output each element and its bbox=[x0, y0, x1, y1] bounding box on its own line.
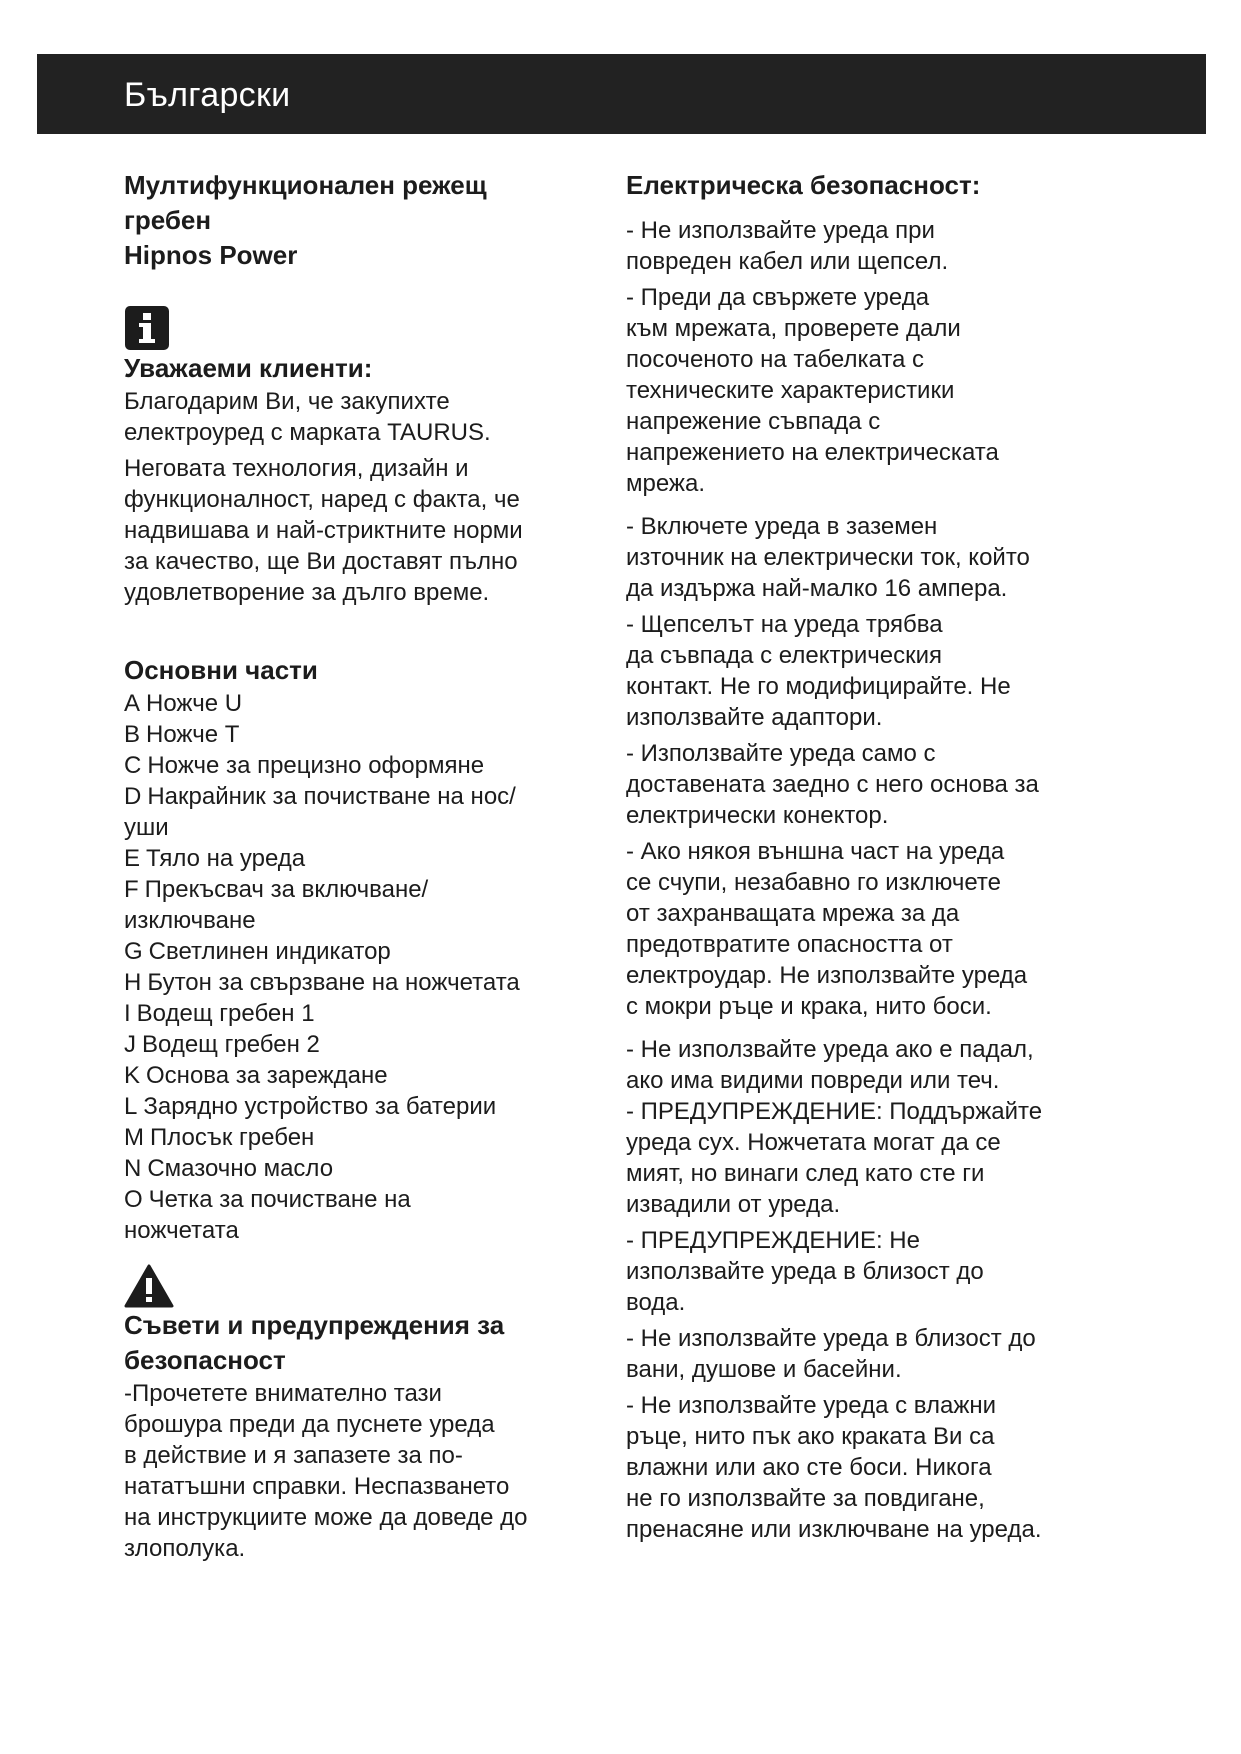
intro-line: за качество, ще Ви доставят пълно bbox=[124, 548, 518, 575]
part-item: N Смазочно масло bbox=[124, 1155, 334, 1182]
safety-item: - Щепселът на уреда трябва да съвпада с електрическия контакт. Не го модифицирайте. Не използвайте адаптори. bbox=[626, 611, 1011, 731]
safety-line: злополука. bbox=[124, 1535, 246, 1562]
part-item: E Тяло на уреда bbox=[124, 845, 306, 872]
part-item: C Ножче за прецизно оформяне bbox=[124, 752, 485, 779]
language-header-bar bbox=[37, 54, 1206, 134]
intro-line: функционалност, наред с факта, че bbox=[124, 486, 520, 513]
part-item-continued: ножчетата bbox=[124, 1217, 239, 1244]
safety-line: в действие и я запазете за по- bbox=[124, 1442, 463, 1469]
part-item: J Водещ гребен 2 bbox=[124, 1031, 320, 1058]
part-item: H Бутон за свързване на ножчетата bbox=[124, 969, 520, 996]
greeting-line: Благодарим Ви, че закупихте bbox=[124, 388, 450, 415]
left-column bbox=[124, 168, 564, 1564]
part-item: F Прекъсвач за включване/ bbox=[124, 876, 429, 903]
product-title-line: Hipnos Power bbox=[124, 240, 298, 270]
electrical-safety-heading: Електрическа безопасност: bbox=[626, 170, 981, 200]
part-item-continued: уши bbox=[124, 814, 169, 841]
safety-item: - Не използвайте уреда в близост до вани, душове и басейни. bbox=[626, 1325, 1036, 1383]
part-item: L Зарядно устройство за батерии bbox=[124, 1093, 497, 1120]
safety-line: нататъшни справки. Неспазването bbox=[124, 1473, 510, 1500]
safety-line: -Прочетете внимателно тази bbox=[124, 1380, 442, 1407]
greeting-line: електроуред с марката TAURUS. bbox=[124, 419, 491, 446]
part-item: I Водещ гребен 1 bbox=[124, 1000, 315, 1027]
language-title: Български bbox=[124, 76, 291, 114]
parts-heading: Основни части bbox=[124, 655, 318, 685]
safety-item: - Преди да свържете уреда към мрежата, проверете дали посоченото на табелката с техническите характеристики напрежение съвпада с напрежението на електрическата мрежа. bbox=[626, 284, 999, 497]
intro-line: Неговата технология, дизайн и bbox=[124, 455, 469, 482]
info-icon bbox=[124, 305, 170, 351]
product-title-line: гребен bbox=[124, 205, 212, 235]
part-item: D Накрайник за почистване на нос/ bbox=[124, 783, 516, 810]
part-item: K Основа за зареждане bbox=[124, 1062, 388, 1089]
safety-item: - ПРЕДУПРЕЖДЕНИЕ: Не използвайте уреда в близост до вода. bbox=[626, 1227, 984, 1316]
safety-item: - Използвайте уреда само с доставената заедно с него основа за електрически конектор. bbox=[626, 740, 1039, 829]
safety-item: - Не използвайте уреда с влажни ръце, нито пък ако краката Ви са влажни или ако сте боси. Никога не го използвайте за повдигане, пренасяне или изключване на уреда. bbox=[626, 1392, 1042, 1543]
safety-item: - Ако някоя външна част на уреда се счупи, незабавно го изключете от захранващата мрежа за да предотвратите опасността от електроудар. Не използвайте уреда с мокри ръце и крака, нито боси. bbox=[626, 838, 1028, 1020]
parts-list bbox=[124, 688, 564, 1246]
part-item: O Четка за почистване на bbox=[124, 1186, 411, 1213]
part-item: B Ножче T bbox=[124, 721, 240, 748]
intro-line: удовлетворение за дълго време. bbox=[124, 579, 490, 606]
safety-line: на инструкциите може да доведе до bbox=[124, 1504, 528, 1531]
safety-heading: Съвети и предупреждения за bbox=[124, 1310, 505, 1340]
safety-item: - Включете уреда в заземен източник на електрически ток, който да издържа най-малко 16 ампера. bbox=[626, 513, 1030, 602]
part-item-continued: изключване bbox=[124, 907, 256, 934]
safety-item: - Не използвайте уреда ако е падал, ако има видими повреди или теч. bbox=[626, 1036, 1034, 1094]
warning-icon bbox=[124, 1264, 174, 1308]
safety-heading: безопасност bbox=[124, 1345, 286, 1375]
safety-item: - ПРЕДУПРЕЖДЕНИЕ: Поддържайте уреда сух. Ножчетата могат да се мият, но винаги след като сте ги извадили от уреда. bbox=[626, 1098, 1043, 1218]
greeting-heading: Уважаеми клиенти: bbox=[124, 353, 373, 383]
safety-item: - Не използвайте уреда при повреден кабел или щепсел. bbox=[626, 217, 949, 275]
product-title-line: Мултифункционален режещ bbox=[124, 170, 487, 200]
intro-line: надвишава и най-стриктните норми bbox=[124, 517, 523, 544]
safety-line: брошура преди да пуснете уреда bbox=[124, 1411, 495, 1438]
part-item: A Ножче U bbox=[124, 690, 243, 717]
part-item: M Плосък гребен bbox=[124, 1124, 315, 1151]
part-item: G Светлинен индикатор bbox=[124, 938, 391, 965]
right-column bbox=[626, 168, 1096, 1545]
